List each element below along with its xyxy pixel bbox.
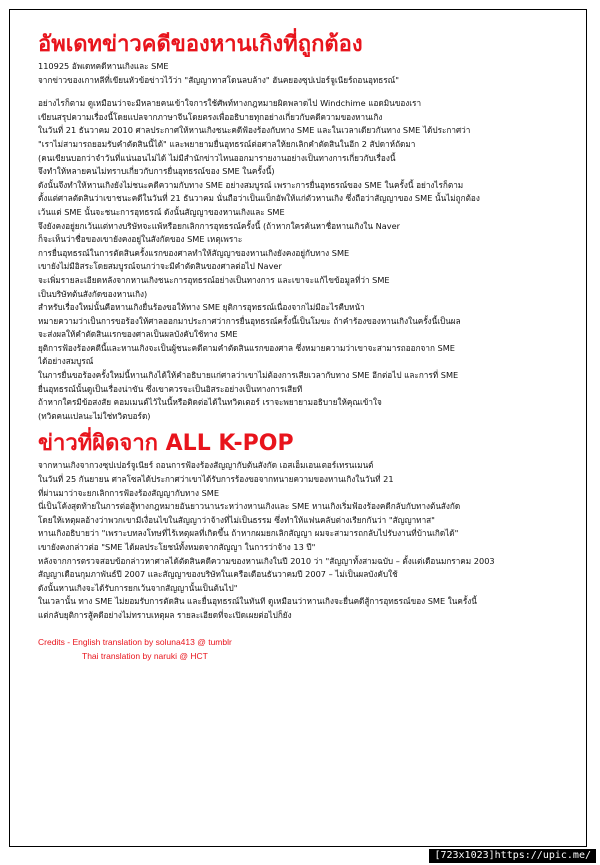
text-line: ที่ผ่านมาว่าจะยกเลิกการฟ้องร้องสัญญากับทาง SME bbox=[38, 487, 220, 498]
section1-paragraph-1 bbox=[38, 97, 568, 301]
text-line: อย่างไรก็ตาม ดูเหมือนว่าจะมีหลายคนเข้าใจการใช้ศัพท์ทางกฎหมายผิดพลาดไป Windchime แอดมินของเรา bbox=[38, 98, 422, 109]
text-line: จึงยังคงอยู่ยกเว้นแต่ทางบริษัทจะแพ้หรือยกเลิกการอุทธรณ์ครั้งนี้ (ถ้าหากใครค้นหาชื่อหานเกิงใน Naver bbox=[38, 220, 400, 231]
text-line: จากหานเกิงจากวงซุปเปอร์จูเนียร์ ถอนการฟ้องร้องสัญญากับต้นสังกัด เอสเอ็มเอนเตอร์เทรนเมนต์ bbox=[38, 460, 374, 471]
text-line: หลังจากการตรวจสอบข้อกล่าวหาศาลได้ตัดสินคดีความของหานเกิงในปี 2010 ว่า "สัญญาทั้งสามฉบับ – ตั้งแต่เดือนมกราคม 2003 bbox=[38, 555, 495, 566]
text-line: ได้อย่างสมบูรณ์ bbox=[38, 356, 94, 367]
text-line: ในวันที่ 25 กันยายน ศาลโซลได้ประกาศว่าเขาได้รับการร้องขอจากทนายความของหานเกิงในวันที่ 21 bbox=[38, 474, 394, 485]
text-line: "เราไม่สามารถยอมรับคำตัดสินนี้ได้" และพยายามยื่นอุทธรณ์ต่อศาลให้ยกเลิกคำตัดสินในอีก 2 สัปดาห์ถัดมา bbox=[38, 138, 416, 149]
text-line: เขียนสรุปความเรื่องนี้โดยแปลจากภาษาจีนโดยตรงเพื่ออธิบายทุกอย่างเกี่ยวกับคดีความของหานเกิง bbox=[38, 111, 383, 122]
section2-paragraph bbox=[38, 459, 568, 622]
document-frame bbox=[9, 9, 587, 847]
text-line: ดังนั้นจึงทำให้หานเกิงยังไม่ชนะคดีความกับทาง SME อย่างสมบูรณ์ เพราะการยื่นอุทธรณ์ของ SME ในครั้งนี้ อย่างไรก็ตาม bbox=[38, 179, 464, 190]
text-line: (ทวิตคนแปลนะไม่ใช่ทวิตบอร์ด) bbox=[38, 410, 151, 421]
section1-paragraph-2 bbox=[38, 301, 568, 423]
text-line: ตั้งแต่ศาลตัดสินว่าเขาชนะคดีในวันที่ 21 ธันวาคม นั่นถือว่าเป็นแบ็กอัพให้แก่ตัวหานเกิง ซึ่งถือว่าสัญญาของ SME นั้นไม่ถูกต้อง bbox=[38, 193, 480, 204]
text-line: เว้นแต่ SME นั้นจะชนะการอุทธรณ์ ดังนั้นสัญญาของหานเกิงและ SME bbox=[38, 206, 285, 217]
text-line: หมายความว่าเป็นการขอร้องให้ศาลออกมาประกาศว่าการยื่นอุทธรณ์ครั้งนี้เป็นโมฆะ ถ้าคำร้องของหานเกิงในครั้งนี้เป็นผล bbox=[38, 315, 461, 326]
text-line: การยื่นอุทธรณ์ในการตัดสินครั้งแรกของศาลทำให้สัญญาของหานเกิงยังคงอยู่กับทาง SME bbox=[38, 247, 350, 258]
credit-thai: Thai translation by naruki @ HCT bbox=[82, 650, 208, 661]
text-line: ในเวลานั้น ทาง SME ไม่ยอมรับการตัดสิน และยื่นอุทธรณ์ในทันที ดูเหมือนว่าหานเกิงจะยื่นคดีสู้การอุทธรณ์ของ SME ในครั้งนี้ bbox=[38, 596, 477, 607]
text-line: แต่กลับยุติการสู้คดีอย่างไม่ทราบเหตุผล รายละเอียดที่จะเปิดเผยต่อไปก็ยัง bbox=[38, 609, 292, 620]
text-line: ในวันที่ 21 ธันวาคม 2010 ศาลประกาศให้หานเกิงชนะคดีฟ้องร้องกับทาง SME และในเวลาเดียวกันทาง SME ได้ประกาศว่า bbox=[38, 125, 471, 136]
text-line: สัญญาเดือนกุมภาพันธ์ปี 2007 และสัญญาของบริษัทในเครือเดือนธันวาคมปี 2007 – ไม่เป็นผลบังคับใช้ bbox=[38, 569, 398, 580]
text-line: เขายังคงกล่าวต่อ "SME ได้ผลประโยชน์ทั้งหมดจากสัญญา ในการว่าจ้าง 13 ปี" bbox=[38, 542, 316, 552]
text-line: ยุติการฟ้องร้องคดีนี้และหานเกิงจะเป็นผู้ชนะคดีตามคำตัดสินแรกของศาล ซึ่งหมายความว่าเขาจะสามารถออกจาก SME bbox=[38, 342, 455, 353]
section1-title: อัพเดทข่าวคดีของหานเกิงที่ถูกต้อง bbox=[38, 32, 363, 57]
document-content bbox=[38, 30, 568, 663]
credits bbox=[38, 635, 568, 663]
section1-intro bbox=[38, 60, 568, 87]
text-line: ยื่นอุทธรณ์นั้นดูเป็นเรื่องน่าขัน ซึ่งเขาควรจะเป็นอิสระอย่างเป็นทางการเสียที bbox=[38, 383, 303, 394]
text-line: จึงทำให้หลายคนไม่ทราบเกี่ยวกับการยื่นอุทธรณ์ของ SME ในครั้งนี้) bbox=[38, 166, 275, 177]
text-line: โดยให้เหตุผลอ้างว่าพวกเขามีเงื่อนไขในสัญญาว่าจ้างที่ไม่เป็นธรรม ซึ่งทำให้แฟนคลับต่างเรียกกันว่า "สัญญาทาส" bbox=[38, 514, 435, 525]
text-line: ถ้าหากใครมีข้อสงสัย คอมเมนต์ไว้ในนี้หรือติดต่อได้ในทวิตเตอร์ เราจะพยายามอธิบายให้คุณเข้าใจ bbox=[38, 397, 382, 408]
text-line: จะส่งผลให้คำตัดสินแรกของศาลเป็นผลบังคับใช้ทาง SME bbox=[38, 329, 238, 340]
image-host-watermark: [723x1023]https://upic.me/ bbox=[429, 849, 596, 863]
text-line: ก็จะเห็นว่าชื่อของเขายังคงอยู่ในสังกัดของ SME เหตุเพราะ bbox=[38, 234, 243, 245]
text-line: ในการยื่นขอร้องครั้งใหม่นี้หานเกิงได้ให้คำอธิบายแก่ศาลว่าเขาไม่ต้องการเสียเวลากับทาง SME อีกต่อไป และการที่ SME bbox=[38, 370, 459, 381]
credit-english: Credits - English translation by soluna413 @ tumblr bbox=[38, 636, 232, 647]
section2-title: ข่าวที่ผิดจาก ALL K-POP bbox=[38, 431, 294, 457]
text-line: หานเกิงอธิบายว่า "เพราะบทลงโทษที่ไร้เหตุผลที่เกิดขึ้น ถ้าหากผมยกเลิกสัญญา ผมจะสามารถกลับไปรับงานที่บ้านเกิดได้" bbox=[38, 528, 459, 539]
text-line: ดังนั้นหานเกิงจะได้รับการยกเว้นจากสัญญานั้นเป็นต้นไป" bbox=[38, 582, 238, 593]
text-line: นี่เป็นโค้งสุดท้ายในการต่อสู้ทางกฎหมายอันยาวนานระหว่างหานเกิงและ SME หานเกิงเริ่มฟ้องร้องคดีกลับกับทางต้นสังกัด bbox=[38, 501, 461, 512]
intro-line: จากข่าวของเกาหลีที่เขียนหัวข้อข่าวไว้ว่า "สัญญาทาสโดนลบล้าง" ฮันคยองซุปเปอร์จูเนียร์ถอนอุทธรณ์" bbox=[38, 74, 400, 85]
text-line: จะเพิ่มรายละเอียดหลังจากหานเกิงชนะการอุทธรณ์อย่างเป็นทางการ และเขาจะแก้ไขข้อมูลที่ว่า SME bbox=[38, 274, 390, 285]
text-line: เขายังไม่มีอิสระโดยสมบูรณ์จนกว่าจะมีคำตัดสินของศาลต่อไป Naver bbox=[38, 261, 282, 272]
text-line: เป็นบริษัทต้นสังกัดของหานเกิง) bbox=[38, 288, 148, 299]
intro-line: 110925 อัพเดทคดีหานเกิงและ SME bbox=[38, 61, 169, 71]
text-line: สำหรับเรื่องใหม่นั้นคือหานเกิงยื่นร้องขอให้ทาง SME ยุติการอุทธรณ์เนื่องจากไม่มีอะไรคืบหน้า bbox=[38, 302, 365, 313]
text-line: (คนเขียนบอกว่าจำวันที่แน่นอนไม่ได้ ไม่มีสำนักข่าวไหนออกมารายงานอย่างเป็นทางการเกี่ยวกับเรื่องนี้ bbox=[38, 152, 396, 163]
